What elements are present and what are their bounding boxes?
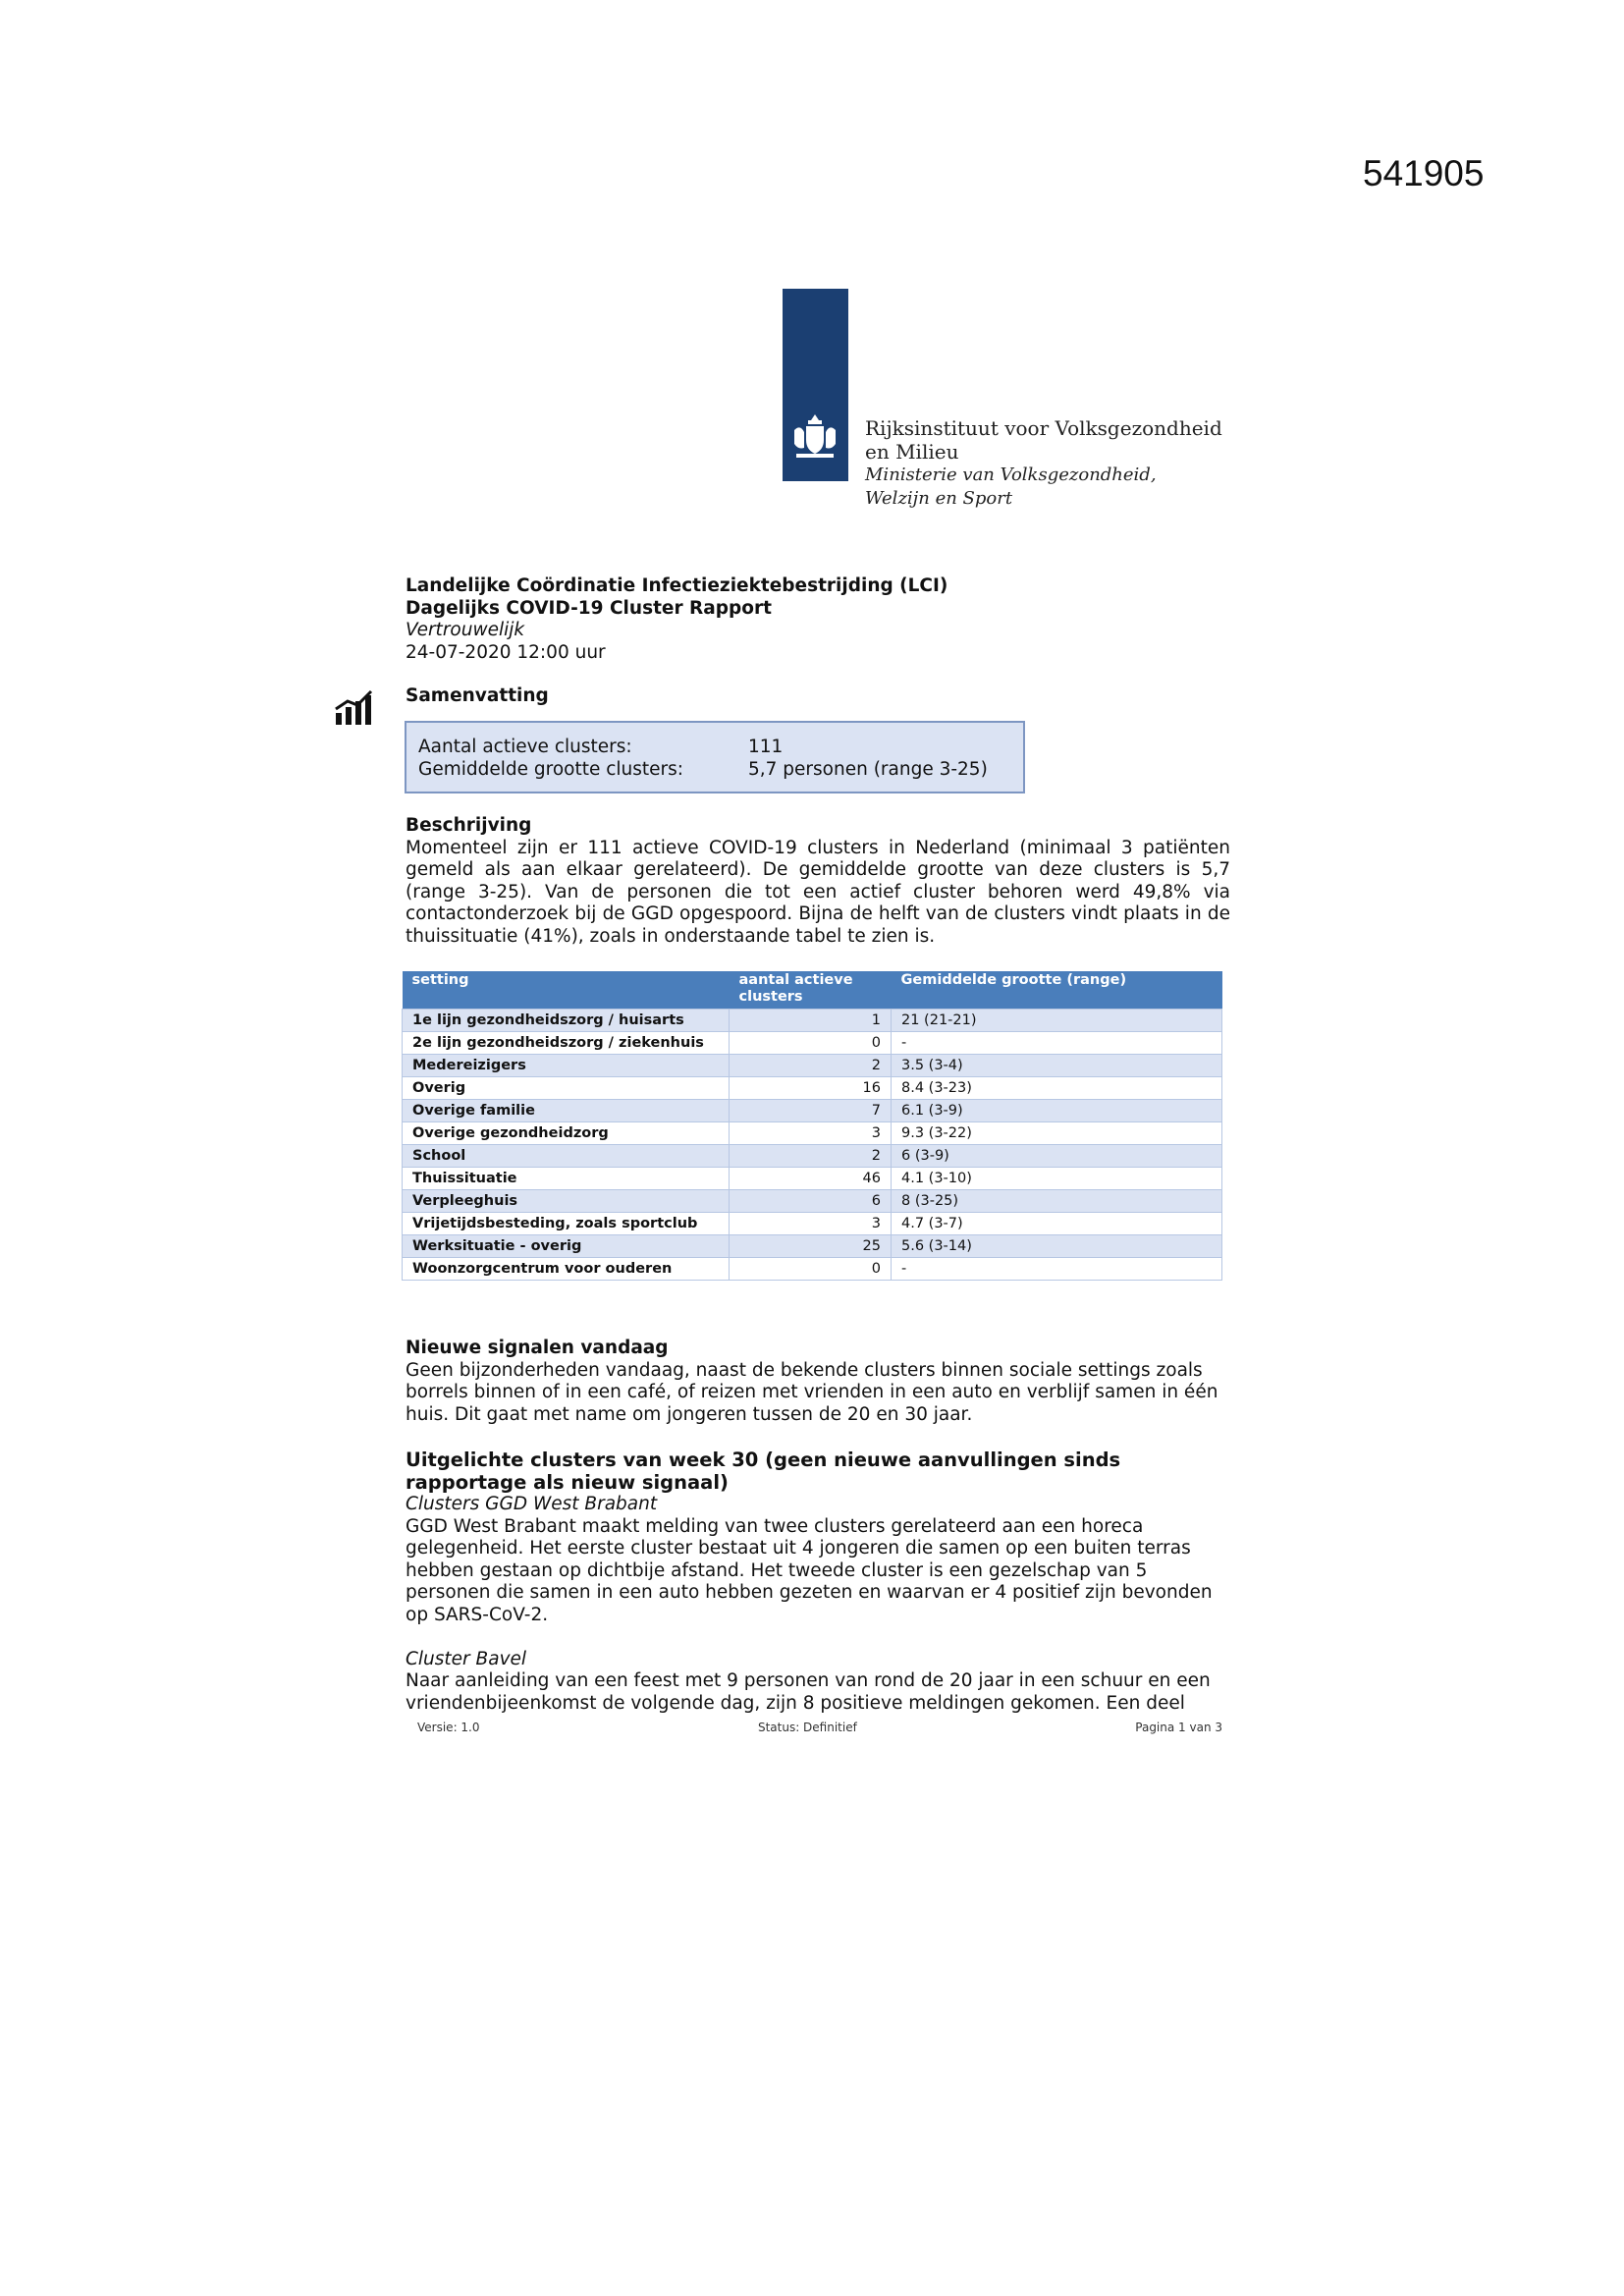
table-row (403, 1077, 1222, 1100)
uitgelicht-sub-2: Cluster Bavel (406, 1648, 527, 1669)
cell-size: 8 (3-25) (892, 1190, 1222, 1213)
cell-size: 6.1 (3-9) (892, 1100, 1222, 1122)
nieuwe-signalen-text: Geen bijzonderheden vandaag, naast de bekende clusters binnen sociale settings zoals borrels binnen of in een café, of reizen met vrienden in een auto en verblijf samen in één huis. Dit gaat met name om jongeren tussen de 20 en 30 jaar. (406, 1359, 1218, 1425)
report-datetime: 24-07-2020 12:00 uur (406, 641, 606, 663)
cell-setting: Medereizigers (403, 1055, 730, 1077)
summary-label: Gemiddelde grootte clusters: (418, 758, 684, 780)
cell-setting: Overige gezondheidzorg (403, 1122, 730, 1145)
summary-value: 111 (748, 737, 784, 757)
cell-setting: 2e lijn gezondheidszorg / ziekenhuis (403, 1032, 730, 1055)
cell-count: 3 (730, 1122, 892, 1145)
header-setting: setting (403, 971, 730, 1010)
cell-size: - (892, 1032, 1222, 1055)
org-name: Landelijke Coördinatie Infectieziektebestrijding (LCI) (406, 575, 948, 596)
cell-count: 46 (730, 1168, 892, 1190)
summary-box (405, 721, 1025, 793)
beschrijving-text: Momenteel zijn er 111 actieve COVID-19 clusters in Nederland (minimaal 3 patiënten gemeld als aan elkaar gerelateerd). De gemiddelde grootte van deze clusters is 5,7 (range 3-25). Van de personen die tot een actief cluster behoren werd 49,8% via contactonderzoek bij de GGD opgespoord. Bijna de helft van de clusters vindt plaats in de thuissituatie (41%), zoals in onderstaande tabel te zien is. (406, 837, 1230, 947)
cell-size: 4.1 (3-10) (892, 1168, 1222, 1190)
summary-label: Aantal actieve clusters: (418, 737, 632, 757)
summary-title: Samenvatting (406, 685, 549, 706)
cell-count: 16 (730, 1077, 892, 1100)
cell-count: 1 (730, 1010, 892, 1032)
cell-setting: 1e lijn gezondheidszorg / huisarts (403, 1010, 730, 1032)
report-title: Dagelijks COVID-19 Cluster Rapport (406, 597, 772, 619)
header-size: Gemiddelde grootte (range) (892, 971, 1222, 1010)
logo-line-1: Rijksinstituut voor Volksgezondheid (865, 416, 1222, 440)
summary-row (418, 737, 1011, 759)
beschrijving-title: Beschrijving (406, 815, 532, 836)
chart-people-icon (334, 689, 375, 727)
uitgelicht-section (406, 1449, 1230, 1715)
uitgelicht-sub-1: Clusters GGD West Brabant (406, 1494, 658, 1514)
table-row (403, 1100, 1222, 1122)
cell-count: 25 (730, 1235, 892, 1258)
cell-size: 4.7 (3-7) (892, 1213, 1222, 1235)
cell-setting: Woonzorgcentrum voor ouderen (403, 1258, 730, 1281)
cell-count: 0 (730, 1032, 892, 1055)
table-row (403, 1213, 1222, 1235)
table-row (403, 1010, 1222, 1032)
report-header (406, 575, 1230, 664)
cell-setting: Thuissituatie (403, 1168, 730, 1190)
logo-text (865, 416, 1222, 511)
table-row (403, 1168, 1222, 1190)
logo-line-2: en Milieu (865, 440, 959, 464)
table-row (403, 1032, 1222, 1055)
footer-version: Versie: 1.0 (417, 1721, 480, 1734)
header-count: aantal actieve clusters (730, 971, 892, 1010)
cell-size: 5.6 (3-14) (892, 1235, 1222, 1258)
table-row (403, 1235, 1222, 1258)
royal-crest-icon (788, 410, 841, 462)
logo-line-3: Ministerie van Volksgezondheid, (865, 465, 1157, 485)
table-header-row (403, 971, 1222, 1010)
uitgelicht-text-1: GGD West Brabant maakt melding van twee clusters gerelateerd aan een horeca gelegenheid. Het eerste cluster bestaat uit 4 jongeren die samen op een buiten terras hebben gestaan op dichtbije afstand. Het tweede cluster is een gezelschap van 5 personen die samen in een auto hebben gezeten en waarvan er 4 positief zijn bevonden op SARS-CoV-2. (406, 1515, 1213, 1625)
uitgelicht-title: Uitgelichte clusters van week 30 (geen nieuwe aanvullingen sinds rapportage als nieuw signaal) (406, 1449, 1121, 1494)
table-row (403, 1055, 1222, 1077)
classification: Vertrouwelijk (406, 620, 525, 640)
table-row (403, 1190, 1222, 1213)
cell-size: 8.4 (3-23) (892, 1077, 1222, 1100)
uitgelicht-text-2: Naar aanleiding van een feest met 9 personen van rond de 20 jaar in een schuur en een vriendenbijeenkomst de volgende dag, zijn 8 positieve meldingen gekomen. Een deel (406, 1670, 1211, 1714)
document-number: 541905 (1363, 153, 1485, 193)
cell-setting: Vrijetijdsbesteding, zoals sportclub (403, 1213, 730, 1235)
cell-count: 0 (730, 1258, 892, 1281)
cell-setting: Overig (403, 1077, 730, 1100)
table-row (403, 1258, 1222, 1281)
footer-status: Status: Definitief (757, 1721, 857, 1734)
table-row (403, 1145, 1222, 1168)
cell-size: - (892, 1258, 1222, 1281)
beschrijving-section (406, 815, 1230, 948)
cell-count: 7 (730, 1100, 892, 1122)
settings-table (402, 971, 1222, 1281)
nieuwe-signalen-section (406, 1338, 1230, 1426)
cell-count: 6 (730, 1190, 892, 1213)
table-row (403, 1122, 1222, 1145)
cell-size: 6 (3-9) (892, 1145, 1222, 1168)
logo-line-4: Welzijn en Sport (865, 488, 1013, 509)
nieuwe-signalen-title: Nieuwe signalen vandaag (406, 1338, 669, 1358)
cell-size: 21 (21-21) (892, 1010, 1222, 1032)
cell-setting: Overige familie (403, 1100, 730, 1122)
cell-size: 9.3 (3-22) (892, 1122, 1222, 1145)
summary-value: 5,7 personen (range 3-25) (748, 758, 988, 780)
cell-count: 2 (730, 1145, 892, 1168)
page-footer (417, 1721, 1222, 1734)
summary-row (418, 759, 1011, 782)
cell-count: 3 (730, 1213, 892, 1235)
cell-setting: School (403, 1145, 730, 1168)
footer-page: Pagina 1 van 3 (1135, 1721, 1222, 1734)
cell-count: 2 (730, 1055, 892, 1077)
cell-size: 3.5 (3-4) (892, 1055, 1222, 1077)
cell-setting: Verpleeghuis (403, 1190, 730, 1213)
cell-setting: Werksituatie - overig (403, 1235, 730, 1258)
